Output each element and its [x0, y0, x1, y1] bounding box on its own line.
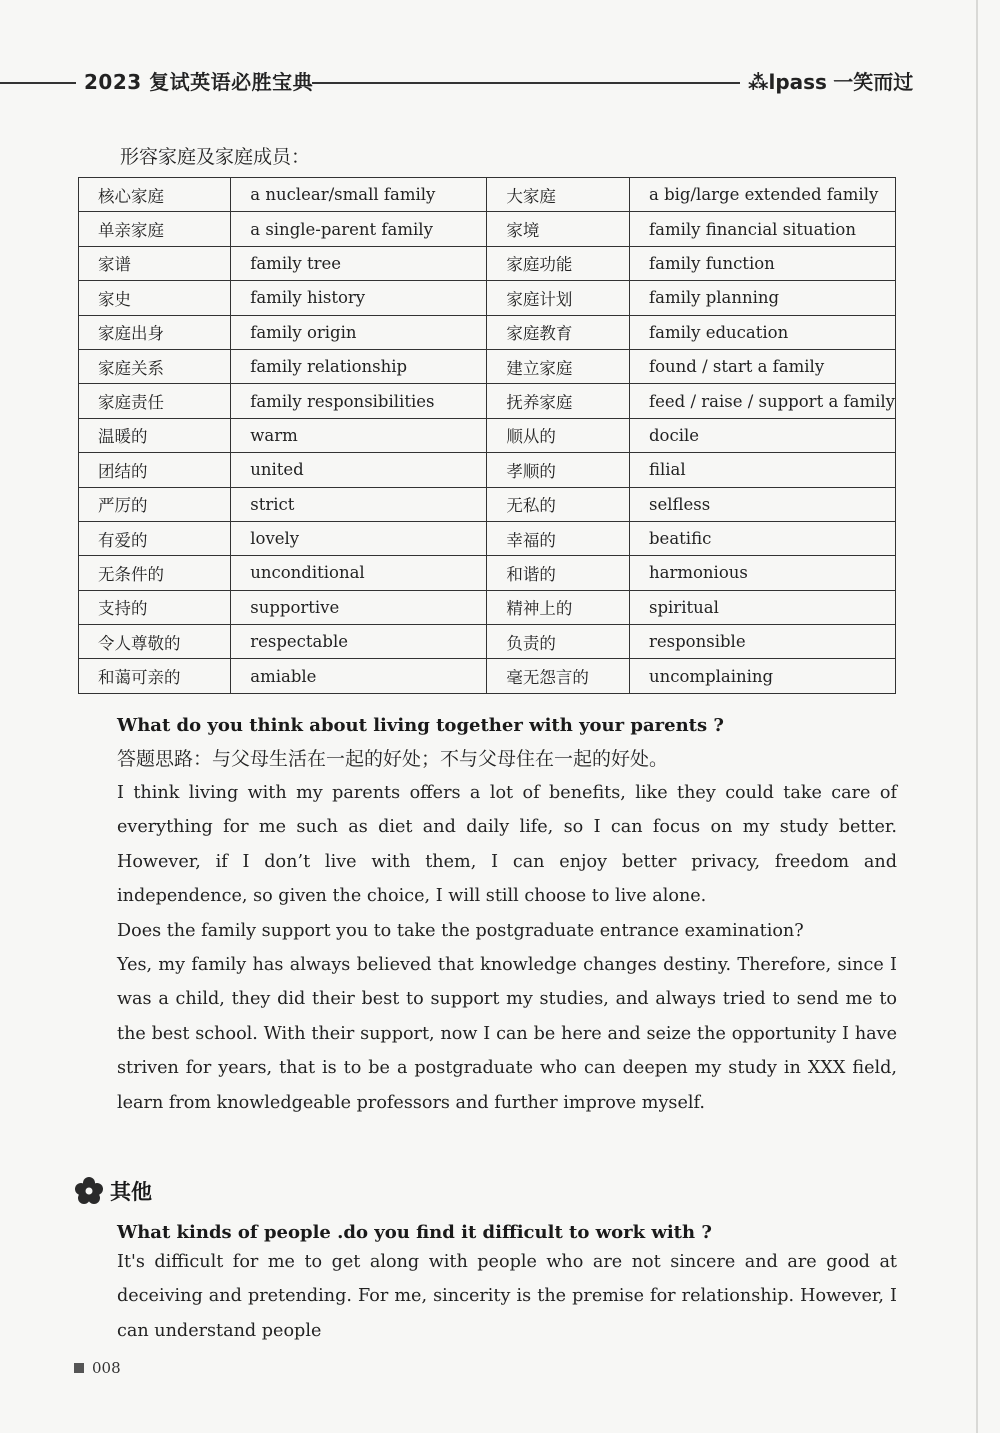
table-row — [79, 521, 896, 555]
vocab-table — [78, 177, 896, 694]
term-en-cell: spiritual — [630, 590, 896, 624]
header-rule-left — [0, 82, 76, 84]
term-zh-cell: 家庭责任 — [79, 384, 231, 418]
term-zh-cell: 精神上的 — [487, 590, 630, 624]
term-zh-cell: 无条件的 — [79, 556, 231, 590]
page-edge — [976, 0, 978, 1433]
answer-paragraph: It's difficult for me to get along with people who are not sincere and are good at deceiving and pretending. For me, sincerity is the premise for relationship. However, I can understand people — [117, 1252, 897, 1341]
answer-hint: 答题思路：与父母生活在一起的好处；不与父母住在一起的好处。 — [117, 748, 669, 770]
table-row — [79, 487, 896, 521]
term-en-cell: unconditional — [231, 556, 487, 590]
term-en-cell: family financial situation — [630, 212, 896, 246]
header-title: 2023 复试英语必胜宝典 — [84, 70, 314, 94]
term-en-cell: family responsibilities — [231, 384, 487, 418]
term-zh-cell: 孝顺的 — [487, 453, 630, 487]
term-en-cell: feed / raise / support a family — [630, 384, 896, 418]
term-en-cell: family planning — [630, 281, 896, 315]
question-title: Does the family support you to take the postgraduate entrance examination? — [117, 920, 804, 941]
brand-slogan: 一笑而过 — [833, 70, 914, 94]
term-en-cell: filial — [630, 453, 896, 487]
term-zh-cell: 有爱的 — [79, 521, 231, 555]
term-zh-cell: 单亲家庭 — [79, 212, 231, 246]
term-zh-cell: 顺从的 — [487, 418, 630, 452]
term-zh-cell: 家庭教育 — [487, 315, 630, 349]
term-zh-cell: 毫无怨言的 — [487, 659, 630, 693]
term-zh-cell: 家谱 — [79, 246, 231, 280]
flower-icon — [74, 1176, 104, 1206]
table-row — [79, 281, 896, 315]
section-heading: 形容家庭及家庭成员： — [120, 146, 311, 168]
term-zh-cell: 家史 — [79, 281, 231, 315]
term-en-cell: docile — [630, 418, 896, 452]
term-zh-cell: 家庭功能 — [487, 246, 630, 280]
table-row — [79, 315, 896, 349]
term-en-cell: responsible — [630, 625, 896, 659]
term-en-cell: beatific — [630, 521, 896, 555]
term-zh-cell: 家庭出身 — [79, 315, 231, 349]
term-en-cell: a nuclear/small family — [231, 178, 487, 212]
term-en-cell: family relationship — [231, 349, 487, 383]
qa-living-with-parents — [117, 715, 897, 1120]
answer-paragraph: I think living with my parents offers a lot of benefits, like they could take care of everything for me such as diet and daily life, so I can focus on my study better. However, if I don’t live with them, I can enjoy better privacy, freedom and independence, so given the choice, I will still choose to live alone. — [117, 783, 897, 907]
table-row — [79, 178, 896, 212]
table-row — [79, 625, 896, 659]
term-en-cell: lovely — [231, 521, 487, 555]
term-zh-cell: 负责的 — [487, 625, 630, 659]
header-rule-mid — [312, 82, 740, 84]
term-en-cell: family tree — [231, 246, 487, 280]
term-zh-cell: 温暖的 — [79, 418, 231, 452]
term-en-cell: a big/large extended family — [630, 178, 896, 212]
table-row — [79, 212, 896, 246]
term-zh-cell: 家境 — [487, 212, 630, 246]
term-en-cell: united — [231, 453, 487, 487]
term-en-cell: found / start a family — [630, 349, 896, 383]
term-en-cell: warm — [231, 418, 487, 452]
term-zh-cell: 建立家庭 — [487, 349, 630, 383]
term-en-cell: respectable — [231, 625, 487, 659]
term-en-cell: strict — [231, 487, 487, 521]
table-row — [79, 659, 896, 693]
term-zh-cell: 核心家庭 — [79, 178, 231, 212]
term-en-cell: family origin — [231, 315, 487, 349]
term-en-cell: family function — [630, 246, 896, 280]
term-en-cell: harmonious — [630, 556, 896, 590]
term-zh-cell: 令人尊敬的 — [79, 625, 231, 659]
term-en-cell: selfless — [630, 487, 896, 521]
term-zh-cell: 和谐的 — [487, 556, 630, 590]
term-zh-cell: 无私的 — [487, 487, 630, 521]
term-en-cell: family education — [630, 315, 896, 349]
term-en-cell: a single-parent family — [231, 212, 487, 246]
square-bullet-icon — [74, 1363, 84, 1373]
term-zh-cell: 幸福的 — [487, 521, 630, 555]
other-section-heading — [74, 1175, 152, 1207]
table-row — [79, 246, 896, 280]
brand-logo: ⁂lpass — [748, 70, 827, 94]
other-section-label: 其他 — [110, 1180, 152, 1204]
table-row — [79, 590, 896, 624]
table-row — [79, 384, 896, 418]
term-zh-cell: 团结的 — [79, 453, 231, 487]
term-zh-cell: 严厉的 — [79, 487, 231, 521]
term-zh-cell: 大家庭 — [487, 178, 630, 212]
term-zh-cell: 家庭关系 — [79, 349, 231, 383]
term-en-cell: family history — [231, 281, 487, 315]
term-zh-cell: 家庭计划 — [487, 281, 630, 315]
term-zh-cell: 抚养家庭 — [487, 384, 630, 418]
page-number: 008 — [92, 1359, 121, 1377]
table-row — [79, 556, 896, 590]
term-en-cell: amiable — [231, 659, 487, 693]
term-en-cell: uncomplaining — [630, 659, 896, 693]
page-footer — [74, 1359, 121, 1377]
term-zh-cell: 和蔼可亲的 — [79, 659, 231, 693]
term-en-cell: supportive — [231, 590, 487, 624]
page-header — [0, 66, 914, 98]
qa-difficult-people — [117, 1222, 897, 1348]
table-row — [79, 349, 896, 383]
table-row — [79, 418, 896, 452]
term-zh-cell: 支持的 — [79, 590, 231, 624]
header-brand — [748, 66, 913, 95]
table-row — [79, 453, 896, 487]
question-title: What do you think about living together with your parents ? — [117, 715, 724, 736]
question-title: What kinds of people .do you find it difficult to work with ? — [117, 1222, 712, 1243]
answer-paragraph: Yes, my family has always believed that knowledge changes destiny. Therefore, since I was a child, they did their best to support my studies, and always tried to send me to the best school. With their support, now I can be here and seize the opportunity I have striven for years, that is to be a postgraduate who can deepen my study in XXX field, learn from knowledgeable professors and further improve myself. — [117, 955, 897, 1113]
